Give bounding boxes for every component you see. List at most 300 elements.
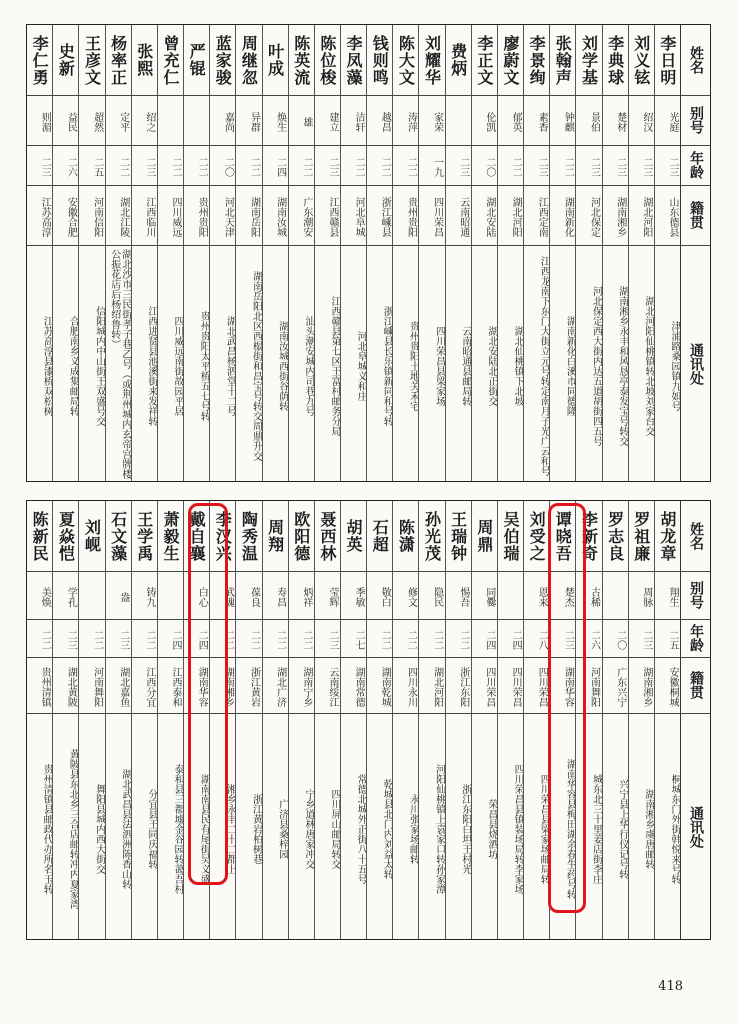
person-age: 二八 bbox=[536, 630, 548, 650]
person-alias bbox=[158, 571, 183, 619]
person-name: 李景绚 bbox=[527, 34, 547, 86]
person-native-place: 云南绥江 bbox=[326, 667, 338, 707]
person-name: 周鼎 bbox=[474, 519, 494, 553]
table-row bbox=[262, 25, 288, 481]
person-name: 罗志良 bbox=[605, 510, 625, 562]
person-address: 湖北安陆北正街交 bbox=[485, 326, 497, 406]
person-native-place: 广东兴宁 bbox=[614, 667, 626, 707]
table-row bbox=[549, 25, 575, 481]
person-name: 李日明 bbox=[657, 34, 677, 86]
person-alias: 惕吾 bbox=[457, 587, 469, 607]
person-name: 戴自襄 bbox=[187, 510, 207, 562]
person-age: 二三 bbox=[117, 630, 129, 650]
person-native-place: 贵州清镇 bbox=[39, 667, 51, 707]
person-address: 浙江嵊县长乐镇新同和号转 bbox=[381, 306, 393, 426]
table-row bbox=[183, 501, 209, 939]
person-alias: 学孔 bbox=[65, 587, 77, 607]
person-native-place: 河南信阳 bbox=[91, 197, 103, 237]
person-address: 河北保定西大街内达五道胡街四五号 bbox=[590, 286, 602, 446]
person-name: 刘义铉 bbox=[631, 34, 651, 86]
table-row bbox=[27, 25, 52, 481]
person-name: 陶秀温 bbox=[239, 510, 259, 562]
person-alias: 绍汉 bbox=[640, 112, 652, 132]
person-alias: 越昌 bbox=[379, 112, 391, 132]
header-name: 姓名 bbox=[688, 46, 704, 74]
table-row bbox=[392, 501, 418, 939]
person-age: 二三 bbox=[39, 157, 51, 177]
person-alias: 葆良 bbox=[248, 587, 260, 607]
person-alias: 光庭 bbox=[667, 112, 678, 132]
person-address: 四川荣昌县梁家场邮局转 bbox=[538, 774, 550, 884]
table-row bbox=[602, 25, 628, 481]
person-age: 二三 bbox=[536, 157, 548, 177]
person-name: 石文藻 bbox=[108, 510, 128, 562]
person-alias: 雄 bbox=[300, 117, 312, 127]
person-native-place: 湖北河阳 bbox=[640, 197, 652, 237]
person-native-place: 云南昭通 bbox=[457, 197, 469, 237]
person-alias: 莹辉 bbox=[326, 587, 338, 607]
person-name: 李仁勇 bbox=[30, 34, 50, 86]
person-age: 二二 bbox=[510, 157, 522, 177]
header-name: 姓名 bbox=[688, 522, 704, 550]
table-columns bbox=[27, 501, 680, 939]
person-address: 桐城东门外街韩悦来号转 bbox=[669, 774, 680, 884]
person-native-place: 湖南湘乡 bbox=[614, 197, 626, 237]
person-address: 江苏高淳县漆桥双松树 bbox=[41, 316, 53, 416]
table-row bbox=[157, 25, 183, 481]
table-row bbox=[314, 25, 340, 481]
person-alias bbox=[603, 571, 628, 619]
table-row bbox=[27, 501, 52, 939]
person-address: 湖北武昌杨泗堂十二号 bbox=[224, 316, 236, 416]
table-row bbox=[209, 25, 235, 481]
person-address: 合肥南乡义成集邮局转 bbox=[67, 316, 79, 416]
person-alias: 楚材 bbox=[614, 112, 626, 132]
header-age: 年龄 bbox=[688, 624, 704, 652]
person-age: 二二 bbox=[405, 630, 417, 650]
person-native-place: 湖北黄陂 bbox=[65, 667, 77, 707]
person-age: 二二 bbox=[248, 157, 260, 177]
person-alias: 修文 bbox=[405, 587, 417, 607]
header-age: 年龄 bbox=[688, 151, 704, 179]
person-alias: 季敏 bbox=[353, 587, 365, 607]
person-address: 四川屏山邮局转交 bbox=[328, 789, 340, 869]
person-name: 石超 bbox=[370, 519, 390, 553]
person-alias: 异群 bbox=[248, 112, 260, 132]
person-age: 二二 bbox=[222, 630, 234, 650]
person-name: 李正文 bbox=[474, 34, 494, 86]
roster-table-bottom bbox=[26, 500, 711, 940]
table-row bbox=[340, 25, 366, 481]
table-row bbox=[78, 25, 104, 481]
person-name: 周翔 bbox=[265, 519, 285, 553]
person-alias bbox=[184, 95, 209, 145]
person-alias: 益民 bbox=[65, 112, 77, 132]
person-alias: 超然 bbox=[91, 112, 103, 132]
header-column bbox=[680, 501, 710, 939]
person-address: 荣昌县烧酒坊 bbox=[485, 799, 497, 859]
table-row bbox=[209, 501, 235, 939]
person-alias: 同爨 bbox=[483, 587, 495, 607]
person-native-place: 江西临川 bbox=[143, 197, 155, 237]
header-address: 通讯处 bbox=[688, 343, 704, 385]
person-native-place: 广东潮安 bbox=[300, 197, 312, 237]
table-row bbox=[497, 501, 523, 939]
person-alias: 洁轩 bbox=[353, 112, 365, 132]
person-alias: 钟麒 bbox=[562, 112, 574, 132]
person-alias: 楚杰 bbox=[562, 587, 574, 607]
person-alias: 建立 bbox=[326, 112, 338, 132]
person-native-place: 四川荣昌 bbox=[536, 667, 548, 707]
header-address: 通讯处 bbox=[688, 806, 704, 848]
person-alias: 周脉 bbox=[640, 587, 652, 607]
person-native-place: 湖南湘乡 bbox=[222, 667, 234, 707]
person-name: 夏焱恺 bbox=[56, 510, 76, 562]
person-native-place: 江西定南 bbox=[536, 197, 548, 237]
person-native-place: 河北天津 bbox=[222, 197, 234, 237]
person-address: 湖南汝城西街谷荫转 bbox=[276, 321, 288, 411]
person-alias: 定平 bbox=[117, 112, 129, 132]
header-native: 籍贯 bbox=[688, 201, 704, 229]
person-native-place: 湖南华容 bbox=[196, 667, 208, 707]
table-row bbox=[314, 501, 340, 939]
person-native-place: 湖北嘉鱼 bbox=[117, 667, 129, 707]
person-alias: 古稀 bbox=[588, 587, 600, 607]
person-name: 杨率正 bbox=[108, 34, 128, 86]
person-address: 湖南岳阳北区西榻街和昌宝号转交周鼎升交 bbox=[250, 271, 262, 461]
roster-table-top bbox=[26, 24, 711, 482]
table-row bbox=[549, 501, 575, 939]
person-age: 二三 bbox=[143, 157, 155, 177]
person-native-place: 浙江东阳 bbox=[457, 667, 469, 707]
person-native-place: 湖南常德 bbox=[353, 667, 365, 707]
person-address: 湖北河阳仙桃镇转北坡刘家台交 bbox=[642, 296, 654, 436]
person-native-place: 山东德县 bbox=[667, 197, 678, 237]
person-alias bbox=[158, 95, 183, 145]
person-name: 陈位梭 bbox=[317, 34, 337, 86]
person-name: 陈新民 bbox=[30, 510, 50, 562]
person-age: 二四 bbox=[483, 630, 495, 650]
person-native-place: 湖南新化 bbox=[562, 197, 574, 237]
person-address: 河北阜城义和庄 bbox=[355, 331, 367, 401]
person-age: 二二 bbox=[170, 157, 182, 177]
person-address: 湖南湘乡永丰和风恳亭泰发宝号转交 bbox=[616, 286, 628, 446]
person-age: 二三 bbox=[640, 157, 652, 177]
person-alias: 绍之 bbox=[143, 112, 155, 132]
table-row bbox=[628, 501, 654, 939]
person-alias: 家荣 bbox=[431, 112, 443, 132]
table-row bbox=[235, 501, 261, 939]
person-name: 刘受之 bbox=[527, 510, 547, 562]
person-age: 二二 bbox=[457, 630, 469, 650]
person-address: 贵州清镇县邮政代办所名玉转 bbox=[41, 764, 53, 894]
person-alias: 美焕 bbox=[39, 587, 51, 607]
person-name: 罗祖廉 bbox=[631, 510, 651, 562]
person-age: 二二 bbox=[117, 157, 129, 177]
person-native-place: 湖北河阳 bbox=[431, 667, 443, 707]
person-age: 二〇 bbox=[222, 157, 234, 177]
person-address: 广济县桑梓园 bbox=[276, 799, 288, 859]
person-name: 陈大文 bbox=[396, 34, 416, 86]
person-address: 河阳仙桃镇上袁家口转孙家潭 bbox=[433, 764, 445, 894]
person-age: 二三 bbox=[326, 157, 338, 177]
person-age: 二三 bbox=[667, 157, 678, 177]
person-name: 刘学基 bbox=[579, 34, 599, 86]
table-row bbox=[78, 501, 104, 939]
person-native-place: 浙江黄岩 bbox=[248, 667, 260, 707]
header-alias: 别号 bbox=[688, 581, 704, 609]
person-address: 常德北城外正街八十五号 bbox=[355, 774, 367, 884]
person-alias: 炳祥 bbox=[300, 587, 312, 607]
person-alias: 隐民 bbox=[431, 587, 443, 607]
header-native: 籍贯 bbox=[688, 671, 704, 699]
person-age: 二〇 bbox=[483, 157, 495, 177]
table-row bbox=[497, 25, 523, 481]
person-name: 蓝家骏 bbox=[213, 34, 233, 86]
person-address: 舞阳县城内西大街交 bbox=[93, 784, 105, 874]
person-age: 二三 bbox=[562, 630, 574, 650]
person-age: 二七 bbox=[353, 630, 365, 650]
person-name: 欧阳德 bbox=[291, 510, 311, 562]
person-native-place: 江西分宜 bbox=[143, 667, 155, 707]
person-address: 浙江东阳白坦王村光 bbox=[459, 784, 471, 874]
person-address: 贵州贵阳土地关禾宅 bbox=[407, 321, 419, 411]
table-row bbox=[575, 501, 601, 939]
table-row bbox=[366, 25, 392, 481]
person-alias: 盎 bbox=[117, 592, 129, 602]
person-age: 二二 bbox=[91, 630, 103, 650]
person-age: 二三 bbox=[588, 157, 600, 177]
person-address: 津浦路桑园镇九如号 bbox=[669, 321, 680, 411]
table-row bbox=[445, 501, 471, 939]
table-row bbox=[523, 25, 549, 481]
table-row bbox=[628, 25, 654, 481]
table-row bbox=[366, 501, 392, 939]
person-name: 周继忽 bbox=[239, 34, 259, 86]
table-row bbox=[131, 25, 157, 481]
person-native-place: 四川荣昌 bbox=[510, 667, 522, 707]
person-name: 刘耀华 bbox=[422, 34, 442, 86]
table-row bbox=[105, 501, 131, 939]
person-native-place: 贵州贵阳 bbox=[405, 197, 417, 237]
person-alias: 涛萍 bbox=[405, 112, 417, 132]
person-name: 钱则鸣 bbox=[370, 34, 390, 86]
person-alias: 素香 bbox=[536, 112, 548, 132]
table-columns bbox=[27, 25, 680, 481]
person-alias: 景伯 bbox=[588, 112, 600, 132]
person-native-place: 四川威远 bbox=[170, 197, 182, 237]
person-age: 二二 bbox=[300, 157, 312, 177]
person-age: 二〇 bbox=[614, 630, 626, 650]
person-name: 李凤藻 bbox=[344, 34, 364, 86]
person-age: 一九 bbox=[431, 157, 443, 177]
person-address: 湖南新化白溪市同德隆 bbox=[564, 316, 576, 416]
person-alias bbox=[446, 95, 471, 145]
person-native-place: 湖南岳阳 bbox=[248, 197, 260, 237]
person-alias: 郁英 bbox=[510, 112, 522, 132]
person-alias: 铸九 bbox=[143, 587, 155, 607]
person-age: 二六 bbox=[588, 630, 600, 650]
person-name: 李典球 bbox=[605, 34, 625, 86]
person-name: 王瑞钟 bbox=[448, 510, 468, 562]
person-native-place: 湖北广济 bbox=[274, 667, 286, 707]
person-alias: 寿昌 bbox=[274, 587, 286, 607]
header-alias: 别号 bbox=[688, 106, 704, 134]
person-alias: 白心 bbox=[196, 587, 208, 607]
person-age: 二二 bbox=[379, 630, 391, 650]
person-age: 二二 bbox=[248, 630, 260, 650]
person-address: 永川张家场邮转 bbox=[407, 794, 419, 864]
person-name: 李汉兴 bbox=[213, 510, 233, 562]
table-row bbox=[157, 501, 183, 939]
person-address: 城东北三十里姜店街李庄 bbox=[590, 774, 602, 884]
person-age: 二二 bbox=[196, 157, 208, 177]
person-name: 史新 bbox=[56, 43, 76, 77]
person-age: 二三 bbox=[640, 630, 652, 650]
person-alias: 则湄 bbox=[39, 112, 51, 132]
person-address: 湖南华容县梅田湖余春生药号转 bbox=[564, 759, 576, 899]
person-native-place: 湖南湘乡 bbox=[640, 667, 652, 707]
person-name: 费炳 bbox=[448, 43, 468, 77]
table-row bbox=[575, 25, 601, 481]
table-row bbox=[471, 501, 497, 939]
person-age: 二三 bbox=[457, 157, 469, 177]
page-number: 418 bbox=[658, 979, 683, 994]
person-age: 二二 bbox=[300, 630, 312, 650]
person-address: 湖南南县民有尾街吴义盛 bbox=[198, 774, 210, 884]
person-address: 乾城县北门内刘益太转 bbox=[381, 779, 393, 879]
person-name: 孙光茂 bbox=[422, 510, 442, 562]
person-address: 湖南湘乡虞唐邮转 bbox=[642, 789, 654, 869]
person-age: 二二 bbox=[379, 157, 391, 177]
person-name: 严锟 bbox=[187, 43, 207, 77]
person-name: 刘岘 bbox=[82, 519, 102, 553]
person-age: 二二 bbox=[431, 630, 443, 650]
person-alias bbox=[498, 571, 523, 619]
person-native-place: 四川永川 bbox=[405, 667, 417, 707]
person-name: 胡龙章 bbox=[657, 510, 677, 562]
person-address: 四川荣昌县梁家场 bbox=[433, 326, 445, 406]
table-row bbox=[471, 25, 497, 481]
person-alias: 伦凯 bbox=[483, 112, 495, 132]
person-native-place: 湖北河阳 bbox=[510, 197, 522, 237]
person-age: 二六 bbox=[65, 157, 77, 177]
person-age: 二三 bbox=[326, 630, 338, 650]
person-native-place: 湖南宁乡 bbox=[300, 667, 312, 707]
person-name: 张熙 bbox=[134, 43, 154, 77]
person-native-place: 河北保定 bbox=[588, 197, 600, 237]
person-native-place: 湖北江陵 bbox=[117, 197, 129, 237]
person-age: 二二 bbox=[143, 630, 155, 650]
person-age: 二五 bbox=[91, 157, 103, 177]
person-age: 二四 bbox=[196, 630, 208, 650]
person-native-place: 四川荣昌 bbox=[483, 667, 495, 707]
table-row bbox=[654, 25, 680, 481]
person-age: 二三 bbox=[614, 157, 626, 177]
person-name: 聂西林 bbox=[317, 510, 337, 562]
person-native-place: 湖北安陆 bbox=[483, 197, 495, 237]
person-age: 二二 bbox=[39, 630, 51, 650]
table-row bbox=[418, 25, 444, 481]
person-native-place: 河北阜城 bbox=[353, 197, 365, 237]
person-name: 李新奇 bbox=[579, 510, 599, 562]
person-alias: 武魂 bbox=[222, 587, 234, 607]
person-age: 二四 bbox=[170, 630, 182, 650]
person-alias: 翔生 bbox=[667, 587, 678, 607]
person-name: 谭晓吾 bbox=[553, 510, 573, 562]
person-native-place: 河南舞阳 bbox=[91, 667, 103, 707]
person-age: 二二 bbox=[562, 157, 574, 177]
person-address: 汕头潮安城内司巷九号 bbox=[302, 316, 314, 416]
person-name: 曾充仁 bbox=[160, 34, 180, 86]
table-row bbox=[340, 501, 366, 939]
person-alias: 恩来 bbox=[536, 587, 548, 607]
person-name: 王彦文 bbox=[82, 34, 102, 86]
person-age: 二四 bbox=[274, 157, 286, 177]
person-name: 廖蔚文 bbox=[500, 34, 520, 86]
person-alias: 嘉尚 bbox=[222, 112, 234, 132]
person-alias: 敬白 bbox=[379, 587, 391, 607]
person-alias: 焕生 bbox=[274, 112, 286, 132]
person-address: 江西进贤县池溪街来发祥转 bbox=[145, 306, 157, 426]
table-row bbox=[52, 501, 78, 939]
person-address: 江西龙南下东门大街立元号转定南月子光广云和号 bbox=[538, 256, 550, 476]
header-column bbox=[680, 25, 710, 481]
person-address: 贵州贵阳太平桥五七号转 bbox=[198, 311, 210, 421]
table-row bbox=[418, 501, 444, 939]
person-age: 二二 bbox=[353, 157, 365, 177]
person-native-place: 河南舞阳 bbox=[588, 667, 600, 707]
person-native-place: 四川荣昌 bbox=[431, 197, 443, 237]
table-row bbox=[235, 25, 261, 481]
person-native-place: 湖南华容 bbox=[562, 667, 574, 707]
table-row bbox=[602, 501, 628, 939]
person-name: 陈英流 bbox=[291, 34, 311, 86]
person-age: 二二 bbox=[274, 630, 286, 650]
person-native-place: 江西赣县 bbox=[326, 197, 338, 237]
person-address: 兴宁县上华行仪记号转 bbox=[616, 779, 628, 879]
person-address: 湖北仙桃镇下北坡 bbox=[512, 326, 524, 406]
table-row bbox=[262, 501, 288, 939]
person-address: 湘乡永丰二十二都上 bbox=[224, 784, 236, 874]
person-name: 陈潇 bbox=[396, 519, 416, 553]
person-name: 张翰声 bbox=[553, 34, 573, 86]
table-row bbox=[288, 25, 314, 481]
person-address: 湖北沙市三民街孝子巷乙号（或荆州城内玄帝宫牌楼公振花店后杨绍鲁转） bbox=[108, 249, 131, 479]
table-row bbox=[654, 501, 680, 939]
person-native-place: 湖南乾城 bbox=[379, 667, 391, 707]
table-row bbox=[445, 25, 471, 481]
person-native-place: 江苏高淳 bbox=[39, 197, 51, 237]
table-row bbox=[288, 501, 314, 939]
person-name: 吴伯瑞 bbox=[500, 510, 520, 562]
person-age: 二三 bbox=[65, 630, 77, 650]
person-name: 胡英 bbox=[344, 519, 364, 553]
person-address: 浙江黄岩柏树巷 bbox=[250, 794, 262, 864]
person-address: 泰和县三都墟金谷园转蔼吾村 bbox=[172, 764, 184, 894]
person-address: 宁乡道林唐家冲交 bbox=[302, 789, 314, 869]
person-alias bbox=[79, 571, 104, 619]
person-address: 湖北武昌县法泗洲陈香山转 bbox=[119, 769, 131, 889]
person-name: 叶成 bbox=[265, 43, 285, 77]
person-age: 二四 bbox=[510, 630, 522, 650]
person-native-place: 江西泰和 bbox=[170, 667, 182, 707]
person-name: 萧毅生 bbox=[160, 510, 180, 562]
table-row bbox=[105, 25, 131, 481]
person-address: 江西赣县第七区王富村邮务分局 bbox=[328, 296, 340, 436]
person-age: 二五 bbox=[667, 630, 678, 650]
table-row bbox=[52, 25, 78, 481]
